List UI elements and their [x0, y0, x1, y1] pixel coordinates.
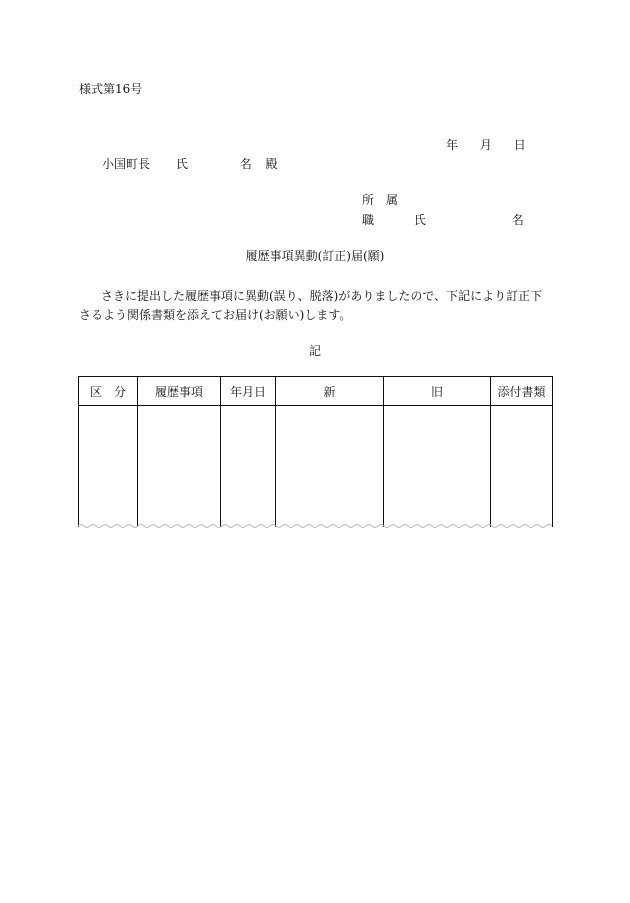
addressee-title: 小国町長 — [102, 157, 151, 171]
cell-rireki — [138, 406, 221, 528]
table-row — [79, 406, 553, 528]
header-new: 新 — [276, 377, 384, 406]
table-header-row — [79, 377, 553, 406]
document-title: 履歴事項異動(訂正)届(願) — [245, 249, 385, 263]
cell-kubun — [79, 406, 138, 528]
sender-position-name — [362, 213, 524, 227]
sender-affiliation: 所 属 — [362, 193, 399, 207]
header-old: 旧 — [384, 377, 491, 406]
header-kubun: 区 分 — [79, 377, 138, 406]
date-line — [446, 138, 526, 152]
date-year: 年 — [446, 138, 459, 152]
date-day: 日 — [513, 138, 526, 152]
addressee-mei: 名 — [239, 157, 252, 171]
body-text: さきに提出した履歴事項に異動(誤り、脱落)がありましたので、下記により訂正下さるよう関係書類を添えてお届け(お願い)します。 — [79, 289, 543, 322]
header-rireki: 履歴事項 — [138, 377, 221, 406]
header-attachments: 添付書類 — [491, 377, 553, 406]
addressee-line — [102, 157, 278, 171]
addressee-dono: 殿 — [265, 157, 278, 171]
cell-old — [384, 406, 491, 528]
addressee-shi: 氏 — [175, 157, 188, 171]
cell-new — [276, 406, 384, 528]
cell-date — [221, 406, 276, 528]
form-number: 様式第16号 — [79, 82, 143, 96]
sender-shi: 氏 — [413, 213, 426, 227]
ki-heading: 記 — [308, 344, 321, 358]
sender-mei: 名 — [511, 213, 524, 227]
cell-attachments — [491, 406, 553, 528]
date-month: 月 — [479, 138, 492, 152]
change-table — [78, 376, 552, 528]
sender-position: 職 — [362, 213, 375, 227]
header-date: 年月日 — [221, 377, 276, 406]
wavy-cut-edge — [78, 523, 552, 529]
